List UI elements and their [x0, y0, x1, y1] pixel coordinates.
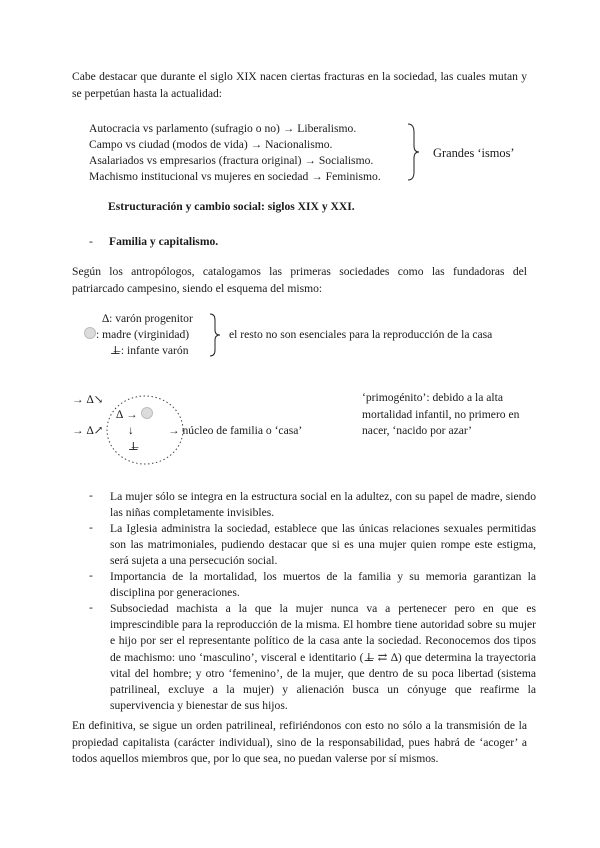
schema-list — [96, 311, 222, 359]
diagram-note: ‘primogénito’: debido a la alta mortalidad infantil, no primero en nacer, ‘nacido por azar’ — [362, 391, 520, 437]
section-title: Estructuración y cambio social: siglos XIX y XXI. — [108, 200, 355, 213]
conclusion-paragraph: En definitiva, se sigue un orden patrilineal, refiriéndonos con esto no sólo a la transmisión de la propiedad capitalista (carácter individual), sino de la responsabilidad, pues habrá de ‘acoger’ a todos aquellos miembros que, por lo que sea, no puedan valerse por sí mismos. — [72, 719, 527, 765]
anthro-paragraph: Según los antropólogos, catalogamos las primeras sociedades como las fundadoras del patriarcado campesino, siendo el esquema del mismo: — [72, 265, 527, 295]
right-brace-icon — [405, 122, 421, 182]
bullet-item: - La mujer sólo se integra en la estructura social en la adultez, con su papel de madre, siendo las niñas completamente invisibles. — [89, 489, 536, 520]
right-brace-icon — [208, 312, 222, 358]
isms-label: Grandes ‘ismos’ — [433, 146, 515, 160]
diagram-bottom-arrow: → ∆↗ — [72, 424, 104, 437]
schema-item-son: ⊥̶: infante varón — [110, 344, 189, 357]
bullet-item: - Subsociedad machista a la que la mujer nunca va a pertenecer pero en que es imprescindible para la reproducción de la misma. El hombre tiene autoridad sobre su mujer e hijo por ser el representante político de la casa ante la sociedad. Reconocemos dos tipos de machismo: uno ‘masculino’, visceral e identitario (⊥̶ ⇄ ∆) que determina la trayectoria vital del hombre; y otro ‘femenino’, de la mujer, que dentro de su poca libertad (sistema patrilineal, excluye a la mujer) y alienación busca un cónyuge que reafirme la supervivencia y bienestar de sus hijos. — [89, 601, 536, 713]
schema-item-father: ∆: varón progenitor — [102, 312, 193, 325]
isms-list — [89, 121, 409, 185]
diagram-result: → núcleo de familia o ‘casa’ — [168, 424, 303, 437]
circle-icon — [141, 407, 153, 419]
schema-item-mother: : madre (virginidad) — [84, 327, 222, 343]
diagram-center: ∆ → — [116, 407, 153, 423]
circle-icon — [84, 327, 96, 339]
bullet-item: - La Iglesia administra la sociedad, establece que las únicas relaciones sexuales permitidas son las matrimoniales, pudiendo destacar que si es una mujer quien rompe este estigma, será sujeta a una persecución social. — [89, 521, 536, 568]
son-symbol-icon: ⊥̶ — [110, 344, 121, 357]
ism-item: Autocracia vs parlamento (sufragio o no) → Liberalismo. — [89, 122, 357, 135]
subsection-dash: - — [89, 235, 93, 248]
bullet-item: - Importancia de la mortalidad, los muertos de la familia y su memoria garantizan la disciplina por generaciones. — [89, 569, 536, 600]
intro-paragraph: Cabe destacar que durante el siglo XIX nacen ciertas fracturas en la sociedad, las cuales mutan y se perpetúan hasta la actualidad: — [72, 70, 527, 100]
triangle-icon: ∆ — [102, 312, 110, 325]
diagram-child: ⊥̶ — [128, 440, 139, 453]
schema-note: el resto no son esenciales para la reproducción de la casa — [229, 328, 493, 341]
ism-item: Campo vs ciudad (modos de vida) → Nacionalismo. — [89, 138, 333, 151]
ism-item: Machismo institucional vs mujeres en sociedad → Feminismo. — [89, 170, 381, 183]
ism-item: Asalariados vs empresarios (fractura original) → Socialismo. — [89, 154, 374, 167]
subsection-title: Familia y capitalismo. — [109, 235, 219, 248]
diagram-down-arrow: ↓ — [128, 424, 134, 437]
diagram-top-arrow: → ∆↘ — [72, 393, 104, 406]
